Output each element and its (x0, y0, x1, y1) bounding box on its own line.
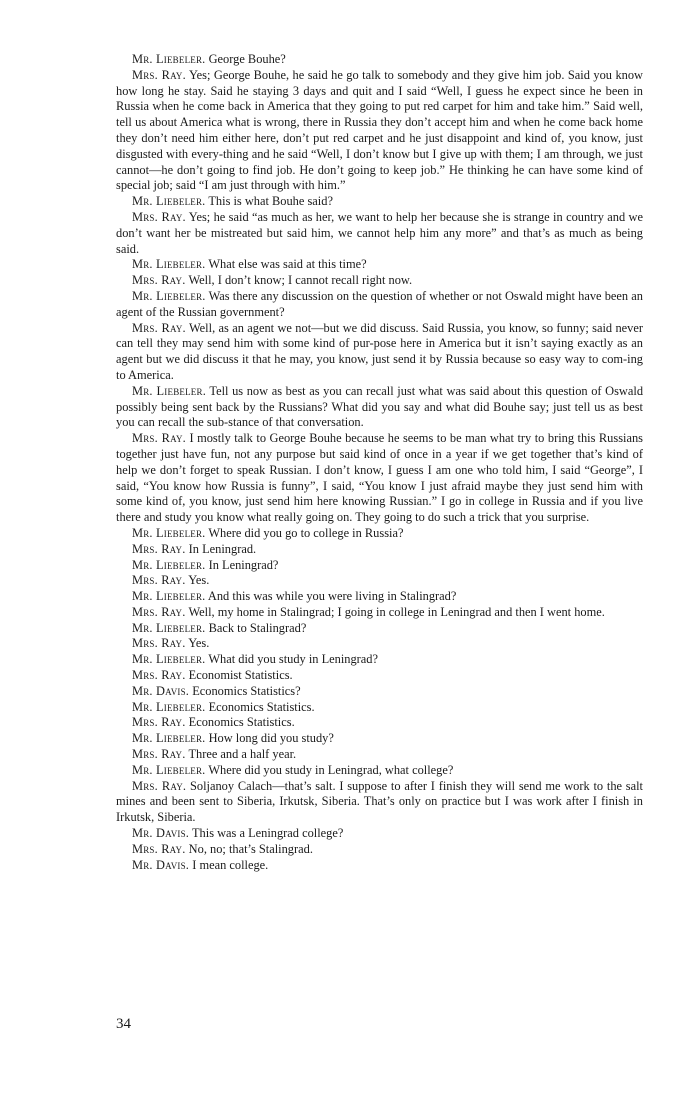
transcript-paragraph (116, 431, 643, 526)
speaker-label: Mr. Liebeler. (132, 52, 206, 66)
paragraph-text: I mostly talk to George Bouhe because he seems to be man what try to bring this Russians together just have fun, not any purpose but said kind of once in a year if we get together that’s kind of help we don’t forget to speak Russian. I don’t know, I guess I am one who told him, I said “George”, I said, “You know how Russia is funny”, I said, “You know I just afraid maybe they just send him with some kind of, you know, just send him here knowing Russian.” I go in college in Russia and if you live there and study you know what really going on. They going to do such a trick that you surprise. (116, 431, 643, 525)
speaker-label: Mrs. Ray. (132, 320, 186, 335)
speaker-label: Mrs. Ray. (132, 668, 186, 683)
paragraph-text: Economist Statistics. (188, 668, 293, 683)
speaker-label: Mr. Liebeler. (132, 762, 206, 777)
paragraph-text: Three and a half year. (188, 747, 297, 762)
transcript-paragraph (116, 52, 643, 68)
speaker-label: Mr. Liebeler. (132, 589, 206, 604)
speaker-label: Mr. Liebeler. (132, 557, 206, 572)
paragraph-text: Tell us now as best as you can recall just what was said about this question of Oswald possibly being sent back by the Russians? What did you say and what did Bouhe say; just tell us as best you can recall the sub-stance of that conversation. (116, 383, 644, 430)
speaker-label: Mrs. Ray. (132, 747, 186, 762)
paragraph-text: I mean college. (192, 857, 269, 872)
paragraph-text: Economics Statistics? (192, 683, 301, 698)
transcript-paragraph (116, 384, 643, 431)
transcript-paragraph (116, 763, 643, 779)
transcript-paragraph (116, 684, 643, 700)
transcript-paragraph (116, 715, 643, 731)
transcript-paragraph (116, 668, 643, 684)
paragraph-text: How long did you study? (208, 731, 334, 746)
transcript-paragraph (116, 573, 643, 589)
transcript-paragraph (116, 558, 643, 574)
speaker-label: Mrs. Ray. (132, 209, 186, 224)
speaker-label: Mrs. Ray. (132, 67, 186, 82)
speaker-label: Mrs. Ray. (132, 431, 186, 446)
paragraph-text: Soljanoy Calach—that’s salt. I suppose to after I finish they will send me work to the salt mines and been sent to Siberia, Irkutsk, Siberia. That’s only on practice but I was work after I finish in Irkutsk, Siberia. (116, 778, 643, 825)
transcript-paragraph (116, 747, 643, 763)
speaker-label: Mrs. Ray. (132, 604, 186, 619)
transcript-paragraph (116, 257, 643, 273)
speaker-label: Mr. Liebeler. (132, 257, 206, 272)
transcript-paragraph (116, 636, 643, 652)
transcript-paragraph (116, 289, 643, 321)
transcript-paragraph (116, 605, 643, 621)
paragraph-text: What else was said at this time? (208, 257, 367, 272)
speaker-label: Mrs. Ray. (132, 636, 186, 651)
paragraph-text: Well, as an agent we not—but we did discuss. Said Russia, you know, so funny; said never can tell they may send him with some kind of pur-pose here in America but it isn’t saying exactly as an agent but we did discuss it that he may, you know, just send it by Russia because so easy way to com-ing to America. (116, 320, 643, 382)
transcript-paragraph (116, 526, 643, 542)
speaker-label: Mrs. Ray. (132, 541, 186, 556)
speaker-label: Mr. Liebeler. (132, 620, 206, 635)
transcript-paragraph (116, 321, 643, 384)
transcript-paragraph (116, 194, 643, 210)
transcript-paragraph (116, 621, 643, 637)
speaker-label: Mr. Davis. (132, 857, 190, 872)
speaker-label: Mrs. Ray. (132, 573, 186, 588)
speaker-label: Mr. Liebeler. (132, 525, 206, 540)
transcript-page (116, 52, 643, 873)
transcript-paragraph (116, 826, 643, 842)
page-number: 34 (116, 1016, 131, 1032)
transcript-paragraph (116, 731, 643, 747)
paragraph-text: And this was while you were living in Stalingrad? (207, 589, 457, 604)
paragraph-text: Yes. (188, 573, 210, 588)
paragraph-text: This was a Leningrad college? (191, 826, 344, 841)
transcript-paragraph (116, 842, 643, 858)
paragraph-text: Where did you go to college in Russia? (208, 525, 404, 540)
paragraph-text: Yes. (188, 636, 210, 651)
paragraph-text: Economics Statistics. (208, 699, 315, 714)
paragraph-text: This is what Bouhe said? (208, 194, 333, 209)
paragraph-text: Yes; he said “as much as her, we want to help her because she is strange in country and we don’t want her be mistreated but said him, we cannot help him any more” and that’s as much as being said. (116, 209, 644, 256)
speaker-label: Mr. Liebeler. (132, 194, 206, 209)
paragraph-text: Was there any discussion on the question of whether or not Oswald might have been an agent of the Russian government? (116, 288, 643, 319)
speaker-label: Mr. Liebeler. (132, 383, 206, 398)
paragraph-text: George Bouhe? (208, 52, 286, 66)
paragraph-text: What did you study in Leningrad? (208, 652, 379, 667)
speaker-label: Mr. Davis. (132, 683, 190, 698)
speaker-label: Mr. Davis. (132, 826, 190, 841)
speaker-label: Mrs. Ray. (132, 715, 186, 730)
speaker-label: Mr. Liebeler. (132, 652, 206, 667)
paragraph-text: Yes; George Bouhe, he said he go talk to somebody and they give him job. Said you know how long he stay. Said he staying 3 days and quit and I said “Well, I guess he expect since he been in Russia when he come back in America that they going to put red carpet for him and take him.” Said well, tell us about America what is wrong, there in Russia they don’t accept him and when he come back home they don’t need him either here, don’t put red carpet and he just disappoint and kind of, you know, just disgusted with every-thing and he said “Well, I don’t know but I give up with them; I am through, we just cannot—he don’t going to find job. He don’t going to keep job.” He thinking he can have some kind of special job; said “I am just through with him.” (116, 67, 643, 193)
speaker-label: Mr. Liebeler. (132, 731, 206, 746)
paragraph-text: Economics Statistics. (188, 715, 295, 730)
transcript-paragraph (116, 542, 643, 558)
speaker-label: Mrs. Ray. (132, 778, 187, 793)
transcript-paragraph (116, 273, 643, 289)
speaker-label: Mr. Liebeler. (132, 288, 206, 303)
transcript-paragraph (116, 210, 643, 257)
transcript-paragraph (116, 700, 643, 716)
paragraph-text: In Leningrad? (208, 557, 279, 572)
transcript-paragraph (116, 652, 643, 668)
transcript-paragraph (116, 68, 643, 194)
paragraph-text: Where did you study in Leningrad, what college? (208, 762, 454, 777)
paragraph-text: Well, my home in Stalingrad; I going in college in Leningrad and then I went home. (188, 604, 605, 619)
speaker-label: Mrs. Ray. (132, 841, 186, 856)
paragraph-text: No, no; that’s Stalingrad. (188, 841, 313, 856)
transcript-paragraph (116, 589, 643, 605)
paragraph-text: Well, I don’t know; I cannot recall right now. (188, 273, 413, 288)
speaker-label: Mr. Liebeler. (132, 699, 206, 714)
paragraph-text: Back to Stalingrad? (208, 620, 307, 635)
speaker-label: Mrs. Ray. (132, 273, 186, 288)
paragraph-text: In Leningrad. (188, 541, 257, 556)
transcript-paragraph (116, 779, 643, 826)
transcript-paragraph (116, 858, 643, 874)
